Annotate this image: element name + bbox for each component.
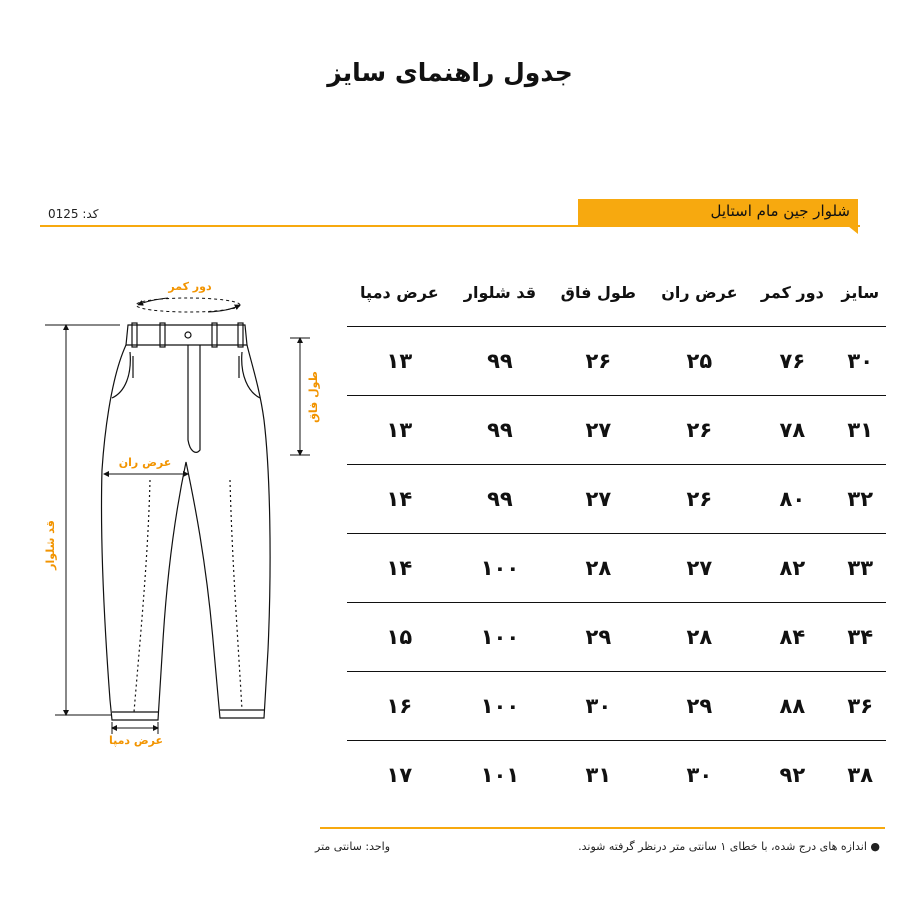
unit-label: واحد: سانتی متر	[315, 840, 391, 853]
hem-label: عرض دمپا	[108, 734, 164, 747]
header-divider	[40, 225, 860, 227]
pants-outline-icon	[101, 323, 270, 720]
cell-hem: ۱۳	[347, 327, 452, 396]
cell-size: ۳۰	[834, 327, 886, 396]
table-row	[347, 465, 886, 534]
cell-thigh: ۲۶	[649, 465, 751, 534]
cell-waist: ۸۴	[750, 603, 834, 672]
cell-hem: ۱۷	[386, 763, 413, 787]
table-row	[347, 672, 886, 741]
cell-rise: ۳۰	[548, 672, 648, 741]
cell-rise: ۲۷	[548, 396, 648, 465]
header-length: قد شلوار	[452, 258, 548, 327]
header-thigh: عرض ران	[649, 258, 751, 327]
table-header-row	[347, 258, 886, 327]
cell-hem: ۱۴	[347, 534, 452, 603]
cell-hem: ۱۳	[347, 396, 452, 465]
cell-thigh: ۲۹	[649, 672, 751, 741]
cell-thigh: ۲۵	[649, 327, 751, 396]
cell-waist: ۸۸	[750, 672, 834, 741]
hem-measure-icon	[112, 722, 158, 734]
cell-waist: ۸۲	[750, 534, 834, 603]
cell-hem: ۱۵	[347, 603, 452, 672]
cell-length: ۹۹	[452, 327, 548, 396]
cell-rise: ۲۶	[548, 327, 648, 396]
table-row	[347, 741, 886, 810]
product-code: کد: 0125	[48, 207, 99, 221]
header-size: سایز	[834, 258, 886, 327]
product-name-banner	[578, 199, 858, 226]
cell-thigh: ۲۷	[649, 534, 751, 603]
cell-length: ۱۰۰	[452, 603, 548, 672]
cell-length: ۹۹	[452, 465, 548, 534]
footer-divider	[320, 827, 885, 829]
cell-rise: ۳۱	[585, 763, 612, 787]
waist-measure-icon	[136, 298, 240, 312]
cell-length: ۱۰۰	[452, 672, 548, 741]
cell-rise: ۲۹	[548, 603, 648, 672]
cell-size: ۳۶	[834, 672, 886, 741]
cell-size: ۳۱	[834, 396, 886, 465]
pants-measurement-diagram	[0, 260, 340, 750]
product-name: شلوار جین مام استایل	[710, 202, 850, 220]
length-measure-icon	[45, 325, 120, 715]
cell-size: ۳۸	[847, 763, 874, 787]
cell-thigh: ۲۶	[649, 396, 751, 465]
cell-waist: ۷۶	[750, 327, 834, 396]
cell-size: ۳۳	[834, 534, 886, 603]
cell-thigh: ۲۸	[649, 603, 751, 672]
table-row	[347, 327, 886, 396]
table-row	[347, 396, 886, 465]
header-rise: طول فاق	[548, 258, 648, 327]
thigh-label: عرض ران	[118, 456, 172, 469]
cell-waist: ۷۸	[750, 396, 834, 465]
header-waist: دور کمر	[750, 258, 834, 327]
cell-size: ۳۲	[834, 465, 886, 534]
table-row	[347, 534, 886, 603]
cell-length: ۱۰۰	[452, 534, 548, 603]
header-hem: عرض دمپا	[347, 258, 452, 327]
length-label: قد شلوار	[44, 520, 57, 570]
cell-thigh: ۳۰	[686, 763, 713, 787]
banner-notch	[848, 226, 858, 234]
waist-label: دور کمر	[168, 280, 212, 293]
cell-hem: ۱۶	[347, 672, 452, 741]
measurement-note: ● اندازه های درج شده، با خطای ۱ سانتی متر درنظر گرفته شوند.	[578, 840, 880, 853]
cell-size: ۳۴	[834, 603, 886, 672]
page-title: جدول راهنمای سایز	[327, 58, 573, 87]
rise-label: طول فاق	[307, 371, 320, 423]
table-row	[347, 603, 886, 672]
cell-waist: ۸۰	[750, 465, 834, 534]
cell-hem: ۱۴	[347, 465, 452, 534]
cell-length: ۹۹	[452, 396, 548, 465]
cell-waist: ۹۲	[779, 763, 806, 787]
size-table	[347, 258, 886, 809]
cell-length: ۱۰۱	[480, 763, 520, 787]
cell-rise: ۲۸	[548, 534, 648, 603]
cell-rise: ۲۷	[548, 465, 648, 534]
